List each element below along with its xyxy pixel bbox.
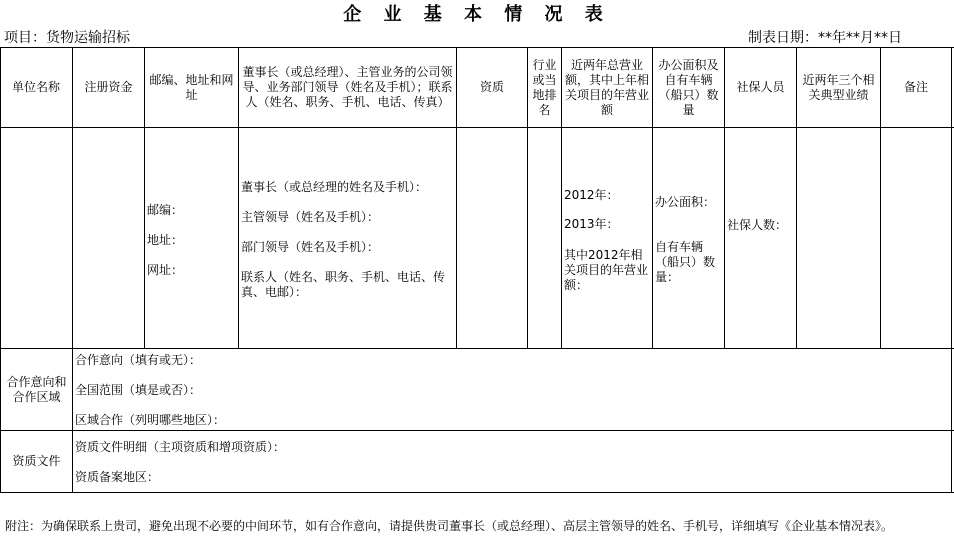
revenue-related: 其中2012年相关项目的年营业额： [564,248,649,292]
office-vehicles: 自有车辆（船只）数量： [655,240,716,284]
grid-line [951,47,952,492]
contact-manager: 主管领导（姓名及手机）： [241,210,380,224]
date-label: 制表日期：**年**月**日 [748,30,902,46]
header-address: 邮编、地址和网址 [149,72,234,102]
contact-chairman: 董事长（或总经理的姓名及手机）： [241,180,428,194]
project-label: 项目：货物运输招标 [4,30,130,46]
contact-person: 联系人（姓名、职务、手机、电话、传真、电邮）： [241,270,446,299]
office-area: 办公面积： [655,195,716,209]
header-office: 办公面积及自有车辆（船只）数量 [658,57,719,117]
cooperation-national: 全国范围（填是或否）： [75,383,202,397]
social-count: 社保人数： [727,218,788,232]
header-social-security: 社保人员 [736,80,785,94]
header-unit-name: 单位名称 [11,80,60,94]
page-title: 企 业 基 本 情 况 表 [343,4,611,25]
address-postcode: 邮编： [147,203,184,217]
cooperation-regional: 区域合作（列明哪些地区）： [75,413,226,427]
header-ranking: 行业或当地排名 [532,57,557,117]
header-qualification: 资质 [479,80,504,94]
revenue-2013: 2013年： [564,217,619,231]
header-revenue: 近两年总营业额，其中上年相关项目的年营业额 [565,57,650,117]
address-street: 地址： [147,233,184,247]
header-achievements: 近两年三个相关典型业绩 [802,72,875,102]
header-remarks: 备注 [903,80,928,94]
cooperation-label: 合作意向和合作区域 [6,374,67,404]
cooperation-intent: 合作意向（填有或无）： [75,353,202,367]
contact-department: 部门领导（姓名及手机）： [241,240,380,254]
header-contacts: 董事长（或总经理）、主管业务的公司领导、业务部门领导（姓名及手机）；联系人（姓名、职务、手机、电话、传真） [242,65,453,109]
docs-detail: 资质文件明细（主项资质和增项资质）： [75,440,286,454]
docs-region: 资质备案地区： [75,470,160,484]
footnote: 附注：为确保联系上贵司，避免出现不必要的中间环节，如有合作意向，请提供贵司董事长（或总经理）、高层主管领导的姓名、手机号，详细填写《企业基本情况表》。 [5,519,894,533]
header-registered-capital: 注册资金 [84,80,133,94]
revenue-2012: 2012年： [564,188,619,202]
grid-line [0,430,954,431]
grid-line [0,348,954,349]
grid-line [0,492,954,493]
docs-label: 资质文件 [12,454,61,468]
address-website: 网址： [147,263,184,277]
